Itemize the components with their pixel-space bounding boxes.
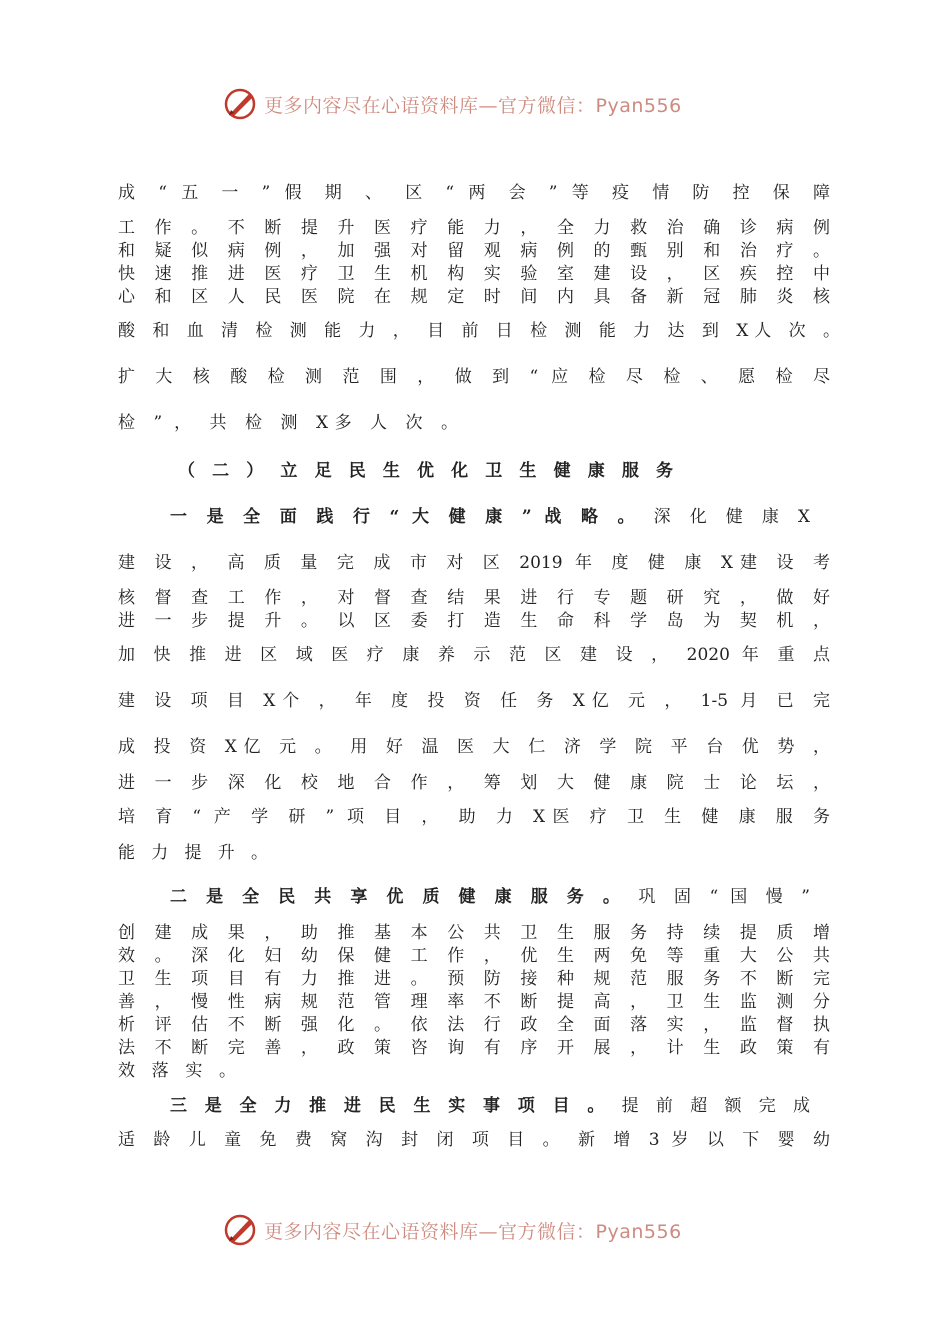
paragraph-line: 和 疑 似 病 例 ， 加 强 对 留 观 病 例 的 甄 别 和 治 疗 。 — [118, 241, 830, 261]
paragraph-line: 适 龄 儿 童 免 费 窝 沟 封 闭 项 目 。 新 增 3 岁 以 下 婴 幼 — [118, 1130, 830, 1150]
paragraph-line: 检 ” ， 共 检 测 X多 人 次 。 — [118, 413, 458, 433]
paragraph-line: 心 和 区 人 民 医 院 在 规 定 时 间 内 具 备 新 冠 肺 炎 核 — [118, 287, 830, 307]
paragraph-line: 建 设 项 目 X个 ， 年 度 投 资 任 务 X亿 元 ， 1-5 月 已 完 — [118, 691, 830, 711]
body-text: 巩 固 “ 国 慢 ” — [638, 887, 810, 907]
paragraph-line: 效 。 深 化 妇 幼 保 健 工 作 ， 优 生 两 免 等 重 大 公 共 — [118, 946, 830, 966]
paragraph-line: 析 评 估 不 断 强 化 。 依 法 行 政 全 面 落 实 ， 监 督 执 — [118, 1015, 830, 1035]
lead-sentence: 一 是 全 面 践 行 “ 大 健 康 ” 战 略 。 — [170, 507, 642, 527]
paragraph-line — [170, 1095, 810, 1117]
watermark-text: 更多内容尽在心语资料库—官方微信：Pyan556 — [264, 1220, 682, 1243]
lead-sentence: 三 是 全 力 推 进 民 生 实 事 项 目 。 — [170, 1096, 611, 1116]
paragraph-line: 快 速 推 进 医 疗 卫 生 机 构 实 验 室 建 设 ， 区 疾 控 中 — [118, 264, 830, 284]
paragraph-line: 培 育 “ 产 学 研 ” 项 目 ， 助 力 X医 疗 卫 生 健 康 服 务 — [118, 807, 830, 827]
paragraph-line: 加 快 推 进 区 域 医 疗 康 养 示 范 区 建 设 ， 2020 年 重 点 — [118, 645, 830, 665]
paragraph-line — [170, 506, 810, 528]
paragraph-line: 酸 和 血 清 检 测 能 力 ， 目 前 日 检 测 能 力 达 到 X人 次 。 — [118, 321, 840, 341]
paragraph-line: 善 ， 慢 性 病 规 范 管 理 率 不 断 提 高 ， 卫 生 监 测 分 — [118, 992, 830, 1012]
lead-sentence: 二 是 全 民 共 享 优 质 健 康 服 务 。 — [170, 887, 627, 907]
paragraph-line: 成 投 资 X亿 元 。 用 好 温 医 大 仁 济 学 院 平 台 优 势 ， — [118, 737, 830, 757]
watermark-text: 更多内容尽在心语资料库—官方微信：Pyan556 — [264, 94, 682, 117]
paragraph-line: 扩 大 核 酸 检 测 范 围 ， 做 到 “ 应 检 尽 检 、 愿 检 尽 — [118, 367, 830, 387]
paragraph-line: 进 一 步 提 升 。 以 区 委 打 造 生 命 科 学 岛 为 契 机 ， — [118, 611, 830, 631]
paragraph-line: 能 力 提 升 。 — [118, 843, 268, 863]
pen-logo-icon — [222, 1212, 258, 1248]
paragraph-line: 核 督 查 工 作 ， 对 督 查 结 果 进 行 专 题 研 究 ， 做 好 — [118, 588, 830, 608]
header-watermark — [222, 84, 742, 124]
body-text: 提 前 超 额 完 成 — [621, 1096, 810, 1116]
body-text: 深 化 健 康 X — [653, 507, 811, 527]
paragraph-line — [170, 886, 810, 908]
footer-watermark — [222, 1210, 742, 1250]
paragraph-line: 建 设 ， 高 质 量 完 成 市 对 区 2019 年 度 健 康 X建 设 考 — [118, 553, 830, 573]
paragraph-line: 成 “ 五 一 ” 假 期 、 区 “ 两 会 ” 等 疫 情 防 控 保 障 — [118, 183, 830, 203]
paragraph-line: 卫 生 项 目 有 力 推 进 。 预 防 接 种 规 范 服 务 不 断 完 — [118, 969, 830, 989]
section-heading: （ 二 ） 立 足 民 生 优 化 卫 生 健 康 服 务 — [178, 461, 673, 481]
paragraph-line: 创 建 成 果 ， 助 推 基 本 公 共 卫 生 服 务 持 续 提 质 增 — [118, 923, 830, 943]
paragraph-line: 进 一 步 深 化 校 地 合 作 ， 筹 划 大 健 康 院 士 论 坛 ， — [118, 773, 830, 793]
pen-logo-icon — [222, 86, 258, 122]
paragraph-line: 法 不 断 完 善 ， 政 策 咨 询 有 序 开 展 ， 计 生 政 策 有 — [118, 1038, 830, 1058]
paragraph-line: 工 作 。 不 断 提 升 医 疗 能 力 ， 全 力 救 治 确 诊 病 例 — [118, 218, 830, 238]
paragraph-line: 效 落 实 。 — [118, 1061, 236, 1081]
